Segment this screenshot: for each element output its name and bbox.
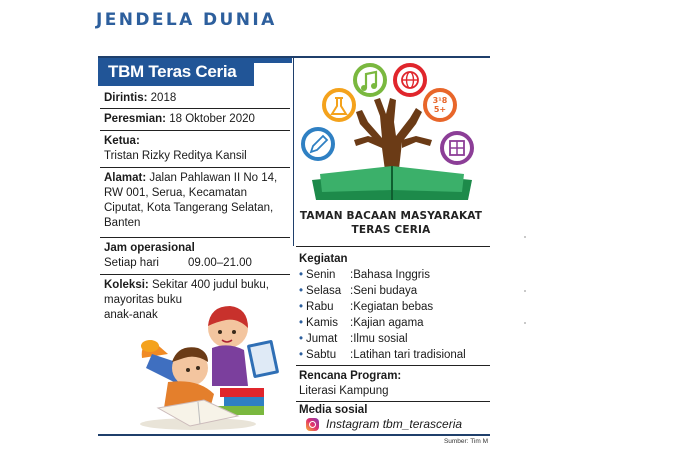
- page-title: TBM Teras Ceria: [108, 62, 237, 81]
- scan-speck: [524, 236, 526, 238]
- kegiatan-item: [299, 300, 433, 315]
- kegiatan-activity: :Ilmu sosial: [350, 333, 408, 345]
- koleksi-label: Koleksi:: [104, 279, 149, 291]
- pencil-icon: [303, 129, 333, 159]
- divider: [296, 401, 490, 402]
- dirintis-value: 2018: [150, 92, 177, 104]
- peresmian-value: 18 Oktober 2020: [169, 113, 255, 125]
- kegiatan-day: Jumat: [306, 333, 338, 345]
- divider: [100, 167, 290, 168]
- alamat-line: Jalan Pahlawan II No 14,: [149, 172, 278, 184]
- bottom-rule: [98, 434, 490, 436]
- alamat-block: [104, 171, 277, 231]
- bullet-icon: •: [299, 333, 304, 345]
- rencana-value: Literasi Kampung: [299, 385, 389, 397]
- svg-text:5+: 5+: [433, 105, 447, 114]
- kegiatan-day: Senin: [306, 269, 336, 281]
- rencana-label: Rencana Program:: [299, 370, 402, 382]
- bullet-icon: •: [299, 349, 304, 361]
- logo-line-2: TERAS CERIA: [351, 224, 431, 236]
- bullet-icon: •: [299, 317, 304, 329]
- source-credit: Sumber: Tim M: [443, 438, 488, 445]
- open-book-icon: [312, 166, 472, 200]
- divider: [296, 246, 490, 247]
- puzzle-icon: [442, 133, 472, 163]
- alamat-line: Banten: [104, 217, 141, 229]
- divider: [296, 365, 490, 366]
- kegiatan-day: Sabtu: [306, 349, 337, 361]
- kegiatan-item: [299, 348, 466, 363]
- kegiatan-item: [299, 268, 430, 283]
- alamat-label: Alamat:: [104, 172, 147, 184]
- math-icon: [425, 90, 455, 120]
- kegiatan-item: [299, 316, 424, 331]
- peresmian-label: Peresmian:: [104, 113, 167, 125]
- bullet-icon: •: [299, 301, 304, 313]
- column-divider: [293, 58, 294, 246]
- koleksi-line: Sekitar 400 judul buku,: [151, 279, 269, 291]
- scan-speck: [524, 322, 526, 324]
- kegiatan-label: Kegiatan: [299, 253, 348, 265]
- jam-days: Setiap hari: [104, 257, 159, 269]
- divider: [100, 274, 290, 275]
- ketua-value: Tristan Rizky Reditya Kansil: [104, 150, 247, 162]
- kegiatan-activity: :Latihan tari tradisional: [350, 349, 466, 361]
- title-bar-tail: [254, 58, 292, 63]
- instagram-handle[interactable]: Instagram tbm_terasceria: [326, 417, 463, 431]
- alamat-line: RW 001, Serua, Kecamatan: [104, 187, 247, 199]
- koleksi-line: mayoritas buku: [104, 294, 182, 306]
- ketua-block: [104, 134, 247, 164]
- logo-line-1: TAMAN BACAAN MASYARAKAT: [299, 210, 483, 222]
- divider: [100, 130, 290, 131]
- koleksi-line: anak-anak: [104, 309, 158, 321]
- peresmian-row: [104, 112, 255, 127]
- dirintis-row: [104, 91, 176, 106]
- tbm-logo: [298, 62, 488, 202]
- music-icon: [355, 65, 385, 95]
- kegiatan-day: Selasa: [306, 285, 342, 297]
- instagram-icon: [306, 418, 319, 431]
- media-label-text: Media sosial: [299, 404, 368, 416]
- media-label: [299, 403, 367, 418]
- kegiatan-activity: :Bahasa Inggris: [350, 269, 430, 281]
- globe-icon: [395, 65, 425, 95]
- jam-block: [104, 241, 252, 271]
- kegiatan-activity: :Kegiatan bebas: [350, 301, 434, 313]
- bullet-icon: •: [299, 269, 304, 281]
- dirintis-label: Dirintis:: [104, 92, 148, 104]
- divider: [100, 108, 290, 109]
- kegiatan-day: Rabu: [306, 301, 334, 313]
- rencana-block: [299, 369, 401, 399]
- kegiatan-item: [299, 284, 417, 299]
- scan-speck: [524, 290, 526, 292]
- svg-text:3¹8: 3¹8: [432, 96, 448, 105]
- title-bar: [98, 58, 254, 86]
- children-reading-illustration: [138, 296, 288, 432]
- rubric-title: JENDELA DUNIA: [96, 10, 277, 30]
- kegiatan-day: Kamis: [306, 317, 338, 329]
- divider: [100, 237, 290, 238]
- bullet-icon: •: [299, 285, 304, 297]
- ketua-label: Ketua:: [104, 135, 140, 147]
- science-icon: [324, 90, 354, 120]
- jam-hours: 09.00–21.00: [188, 257, 252, 269]
- jam-label: Jam operasional: [104, 242, 195, 254]
- kegiatan-activity: :Kajian agama: [350, 317, 424, 329]
- kegiatan-item: [299, 332, 408, 347]
- alamat-line: Ciputat, Kota Tangerang Selatan,: [104, 202, 274, 214]
- kegiatan-activity: :Seni budaya: [350, 285, 418, 297]
